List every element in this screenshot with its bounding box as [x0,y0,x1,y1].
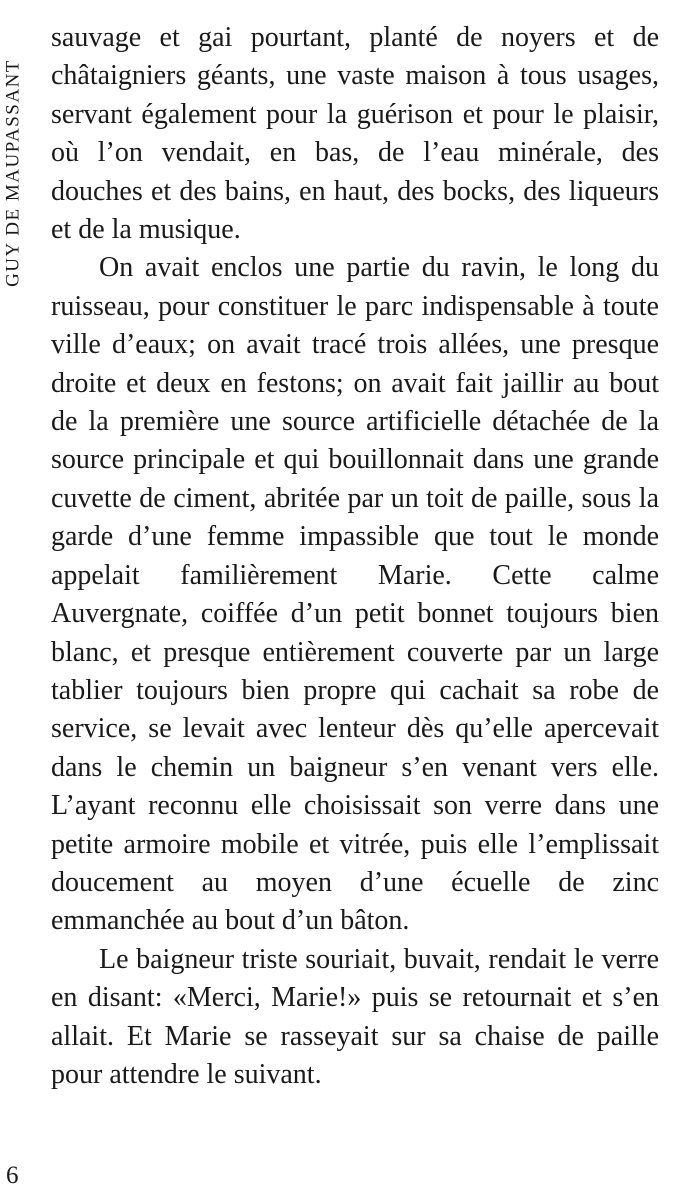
body-text [51,19,659,1094]
paragraph-3: Le baigneur triste souriait, buvait, rendait le verre en disant: «Merci, Marie!» puis se retournait et s’en allait. Et Marie se rasseyait sur sa chaise de paille pour attendre le suivant. [51,943,659,1090]
paragraph-1: sauvage et gai pourtant, planté de noyers et de châtaigniers géants, une vaste maison à tous usages, servant également pour la guérison et pour le plaisir, où l’on vendait, en bas, de l’eau minérale, des douches et des bains, en haut, des bocks, des liqueurs et de la musique. [51,22,659,246]
running-head [1,18,25,328]
paragraph-2: On avait enclos une partie du ravin, le long du ruisseau, pour constituer le parc indispensable à toute ville d’eaux; on avait tracé trois allées, une presque droite et deux en festons; on avait fait jaillir au bout de la première une source artificielle détachée de la source principale et qui bouillonnait dans une grande cuvette de ciment, abritée par un toit de paille, sous la garde d’une femme impassible que tout le monde appelait familièrement Marie. Cette calme Auvergnate, coiffée d’un petit bonnet toujours bien blanc, et presque entièrement couverte par un large tablier toujours bien propre qui cachait sa robe de service, se levait avec lenteur dès qu’elle apercevait dans le chemin un baigneur s’en venant vers elle. L’ayant reconnu elle choisissait son verre dans une petite armoire mobile et vitrée, puis elle l’emplissait doucement au moyen d’une écuelle de zinc emmanchée au bout d’un bâton. [51,252,659,937]
page-number: 6 [6,1162,19,1189]
author-name: GUY DE MAUPASSANT [2,59,24,287]
